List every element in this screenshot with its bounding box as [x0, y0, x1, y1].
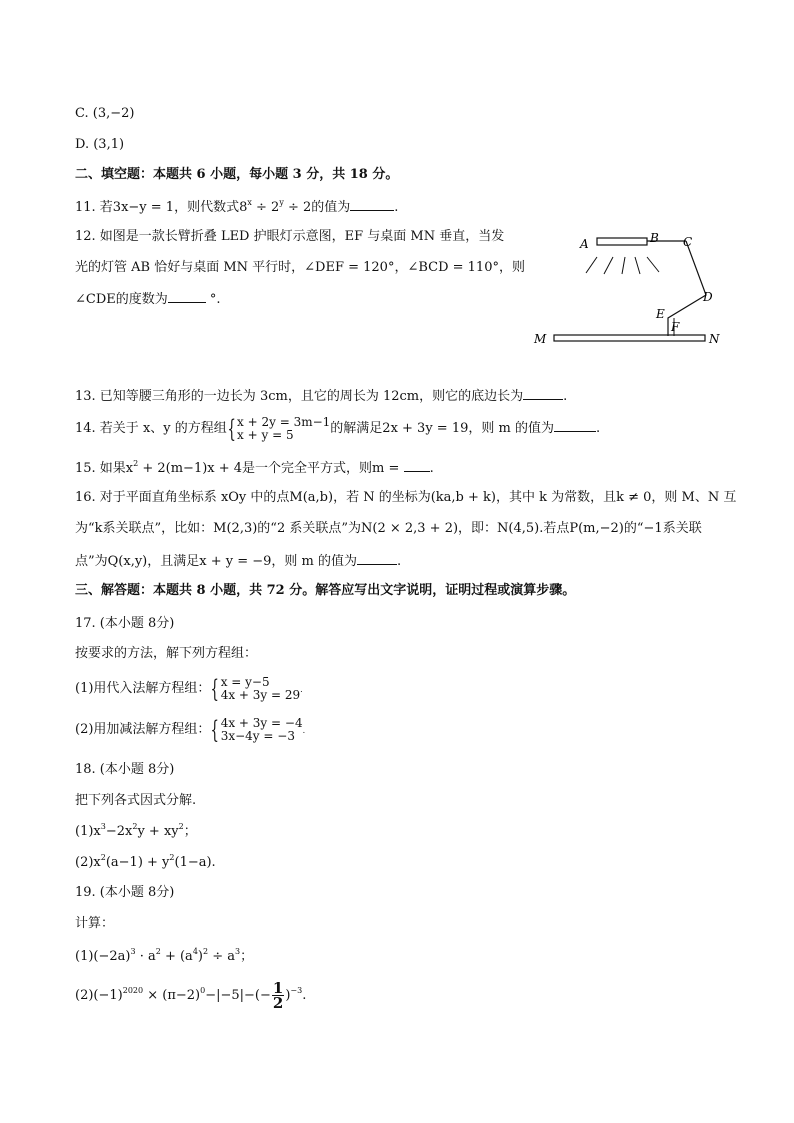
left-brace: {: [227, 414, 236, 443]
question-18: 18. (本小题 8分): [75, 762, 175, 777]
question-14: 14. 若关于 x、y 的方程组{x + 2y = 3m−1 x + y = 5 的解满足2x + 3y = 19，则 m 的值为 .: [75, 414, 601, 443]
question-19-part2: $(2)(-1)^{2020} \times (\pi-2)^0-|-5|-(-$ $\frac{1}{2}$ )$^{-3}$.: [75, 979, 307, 1012]
question-16-line2: 为“k系关联点”，比如：M(2,3)的“2 系关联点”为N(2 × 2,3 + 2)，即：N(4,5).若点P(m,−2)的“−1系关联: [75, 521, 702, 536]
label-d: D: [703, 290, 713, 304]
lamp-figure: [528, 228, 728, 352]
label-m: M: [534, 332, 547, 346]
question-15: 15. 如果$x^2 + 2(m-1)x + 4$是一个完全平方式，则m = .: [75, 459, 434, 476]
question-13: 13. 已知等腰三角形的一边长为 3cm，且它的周长为 12cm，则它的底边长为 .: [75, 389, 568, 404]
lamp-tube-ab: [597, 238, 647, 245]
answer-blank: [357, 552, 397, 565]
answer-blank: [554, 419, 596, 432]
question-11: 11. 若3x−y = 1，则代数式$8^x \div 2^y \div 2$的值为 .: [75, 198, 399, 215]
section-2-heading: 二、填空题：本题共 6 小题，每小题 3 分，共 18 分。: [75, 167, 399, 182]
question-19: 19. (本小题 8分): [75, 885, 175, 900]
desk-mn: [554, 335, 705, 341]
question-18-part2: $(2)x^2(a-1) + y^2(1-a)$.: [75, 853, 216, 870]
question-17-part1: (1)用代入法解方程组：{x = y−5 4x + 3y = 29.: [75, 674, 303, 703]
question-16-line1: 16. 对于平面直角坐标系 xOy 中的点M(a,b)，若 N 的坐标为(ka,b + k)，其中 k 为常数，且k ≠ 0，则 M、N 互: [75, 490, 737, 505]
option-c: C. (3,−2): [75, 106, 135, 121]
label-e: E: [656, 307, 665, 321]
light-rays: [586, 257, 659, 274]
question-12-line1: 12. 如图是一款长臂折叠 LED 护眼灯示意图，EF 与桌面 MN 垂直，当发: [75, 229, 505, 244]
question-17-part2: (2)用加减法解方程组：{4x + 3y = −4 3x−4y = −3 .: [75, 715, 306, 744]
label-f: F: [671, 320, 680, 334]
answer-blank: [168, 290, 206, 303]
question-19-instruction: 计算：: [75, 916, 115, 931]
option-d: D. (3,1): [75, 137, 125, 152]
question-12-line3: ∠CDE的度数为 °.: [75, 292, 221, 307]
answer-blank: [404, 459, 430, 472]
question-16-line3: 点”为Q(x,y)，且满足x + y = −9，则 m 的值为 .: [75, 554, 402, 569]
question-12-line2: 光的灯管 AB 恰好与桌面 MN 平行时，∠DEF = 120°，∠BCD = 110°，则: [75, 260, 525, 275]
label-a: A: [580, 237, 589, 251]
label-c: C: [683, 235, 693, 249]
equation-system: x + 2y = 3m−1 x + y = 5: [237, 414, 331, 442]
answer-blank: [350, 198, 394, 211]
question-18-instruction: 把下列各式因式分解.: [75, 793, 197, 808]
question-17-instruction: 按要求的方法，解下列方程组：: [75, 646, 258, 661]
fraction-one-half: $\frac{1}{2}$: [272, 979, 284, 1012]
section-3-heading: 三、解答题：本题共 8 小题，共 72 分。解答应写出文字说明，证明过程或演算步骤。: [75, 583, 576, 598]
label-b: B: [650, 231, 659, 245]
question-17: 17. (本小题 8分): [75, 616, 175, 631]
label-n: N: [709, 332, 720, 346]
question-19-part1: $(1)(-2a)^3 \cdot a^2 + (a^4)^2 \div a^3$；: [75, 947, 254, 964]
question-18-part1: $(1)x^3-2x^2y + xy^2$；: [75, 822, 197, 839]
answer-blank: [523, 387, 563, 400]
